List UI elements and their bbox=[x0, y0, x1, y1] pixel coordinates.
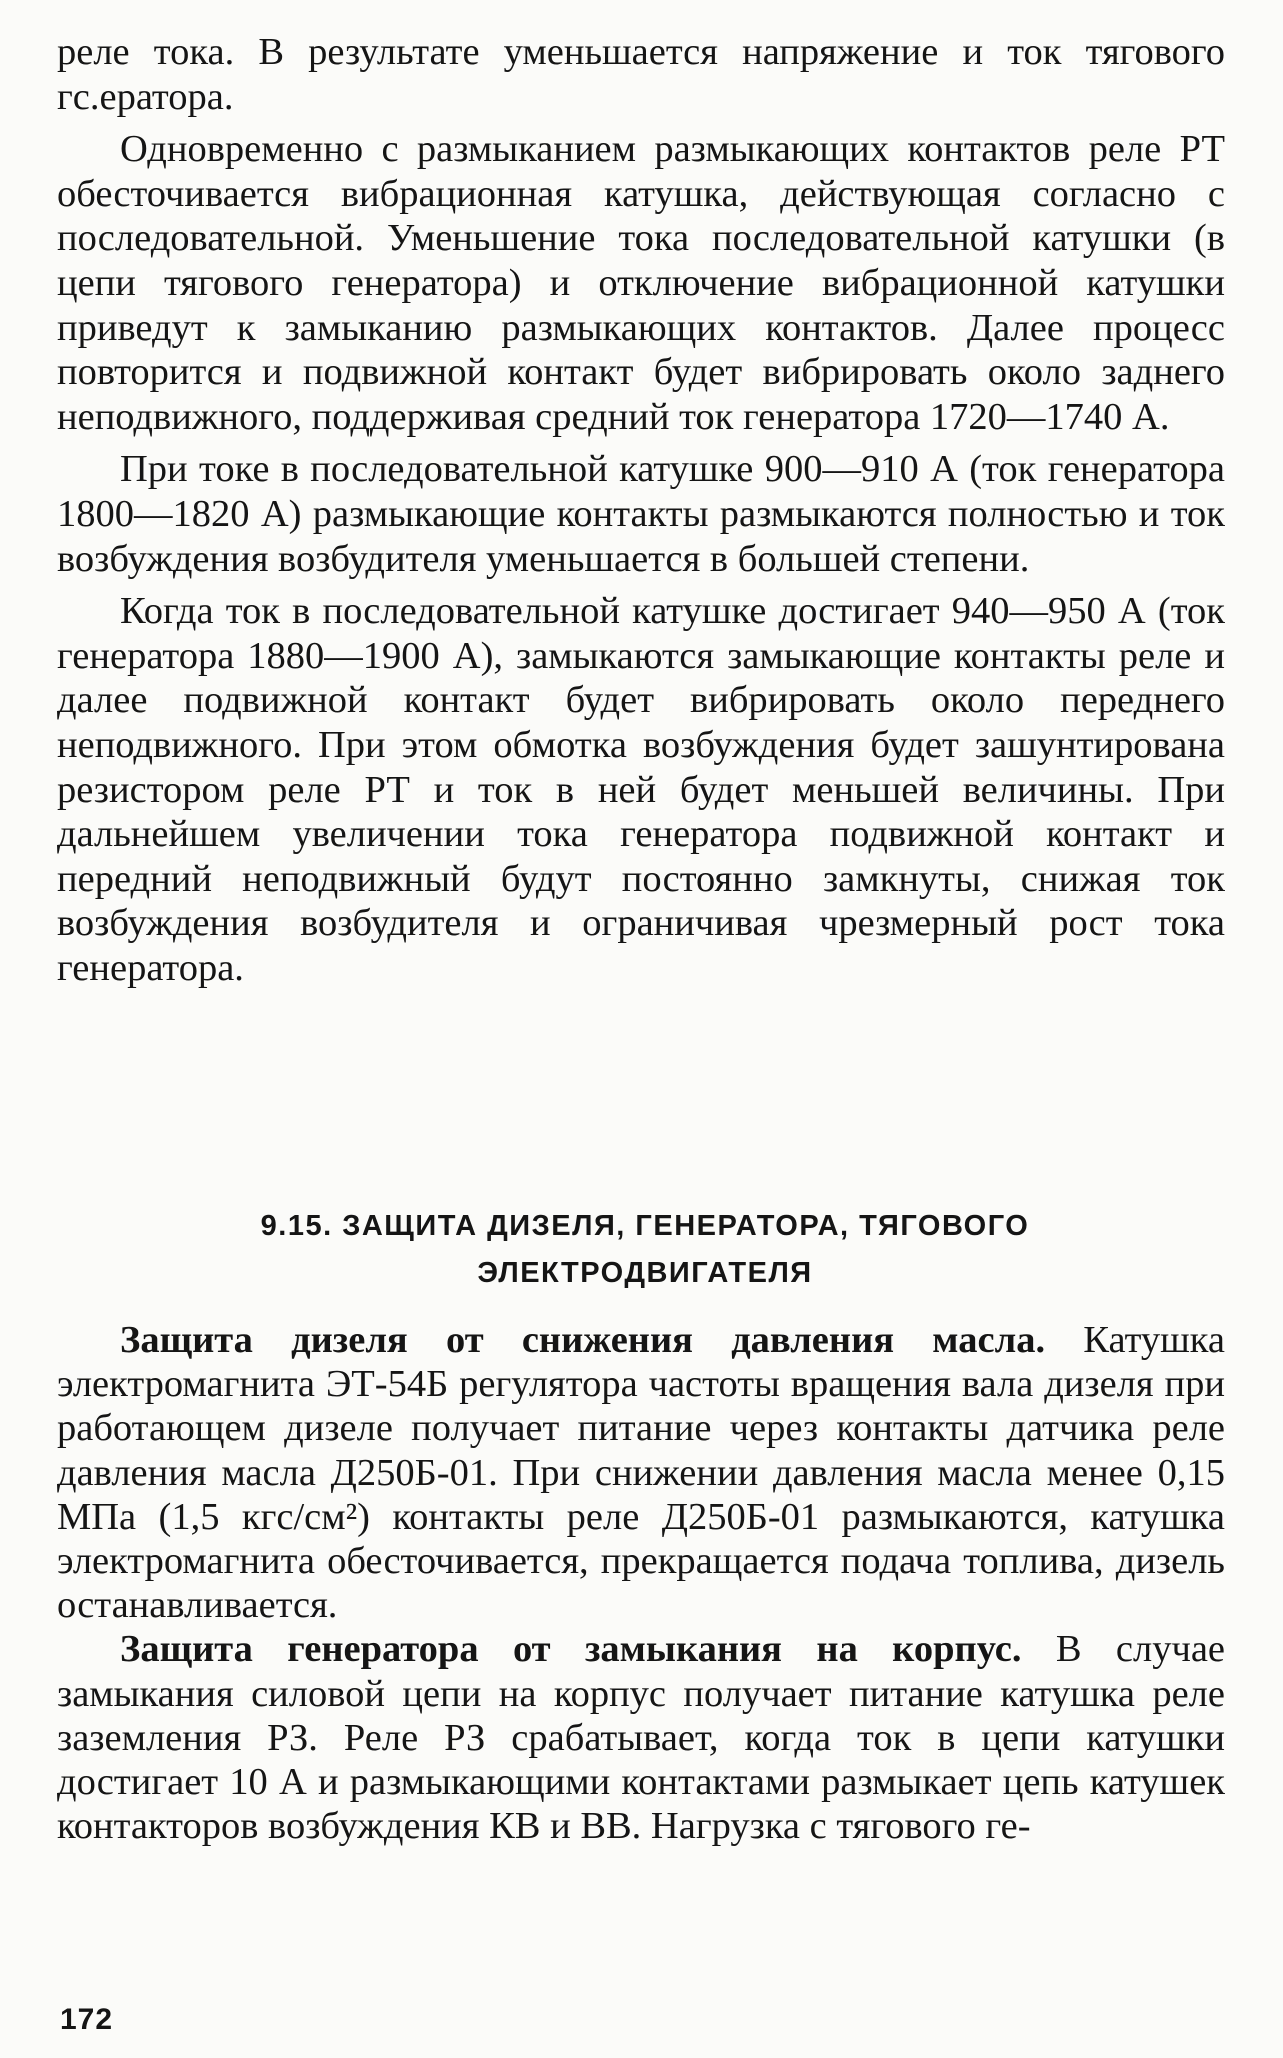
page-number: 172 bbox=[60, 2003, 114, 2036]
section-body-text bbox=[57, 1318, 1225, 1848]
section-heading-line-2: ЭЛЕКТРОДВИГАТЕЛЯ bbox=[477, 1257, 813, 1289]
run-in-heading-2: Защита генератора от замыкания на корпус. bbox=[120, 1628, 1022, 1671]
run-in-heading-1: Защита дизеля от снижения давления масла. bbox=[120, 1319, 1046, 1361]
section-paragraph-1-text: Катушка электромагнита ЭТ-54Б регулятора частоты вращения вала дизеля при работающем дизеле получает питание через контакты датчика реле давления масла Д250Б-01. При снижении давления масла менее 0,15 МПа (1,5 кгс/см²) контакты реле Д250Б-01 размыкаются, катушка электромагнита обесточивается, прекращается подача топлива, дизель останавливается. bbox=[57, 1319, 1225, 1627]
paragraph-3: При токе в последовательной катушке 900—910 А (ток генератора 1800—1820 А) размыкающие контакты размыкаются полностью и ток возбуждения возбудителя уменьшается в большей степени. bbox=[57, 448, 1225, 580]
paragraph-2: Одновременно с размыканием размыкающих контактов реле РТ обесточивается вибрационная катушка, действующая согласно с последовательной. Уменьшение тока последовательной катушки (в цепи тягового генератора) и отключение вибрационной катушки приведут к замыканию размыкающих контактов. Далее процесс повторится и подвижной контакт будет вибрировать около заднего неподвижного, поддерживая средний ток генератора 1720—1740 А. bbox=[57, 128, 1225, 438]
section-heading bbox=[90, 1203, 1200, 1297]
section-paragraph-2 bbox=[57, 1627, 1225, 1848]
paragraph-4: Когда ток в последовательной катушке достигает 940—950 А (ток генератора 1880—1900 А), замыкаются замыкающие контакты реле и далее подвижной контакт будет вибрировать около переднего неподвижного. При этом обмотка возбуждения будет зашунтирована резистором реле РТ и ток в ней будет меньшей величины. При дальнейшем увеличении тока генератора подвижной контакт и передний неподвижный будут постоянно замкнуты, снижая ток возбуждения возбудителя и ограничивая чрезмерный рост тока генератора. bbox=[57, 590, 1225, 989]
section-paragraph-2-text: В случае замыкания силовой цепи на корпус получает питание катушка реле заземления РЗ. Реле РЗ срабатывает, когда ток в цепи катушки достигает 10 А и размыкающими контактами размыкает цепь катушек контакторов возбуждения КВ и ВВ. Нагрузка с тягового ге- bbox=[57, 1628, 1225, 1848]
paragraph-1: реле тока. В результате уменьшается напряжение и ток тягового гс.ератора. bbox=[57, 31, 1225, 118]
section-heading-line-1: 9.15. ЗАЩИТА ДИЗЕЛЯ, ГЕНЕРАТОРА, ТЯГОВОГО bbox=[260, 1210, 1030, 1242]
body-text bbox=[57, 30, 1225, 990]
section-paragraph-1 bbox=[57, 1318, 1225, 1627]
